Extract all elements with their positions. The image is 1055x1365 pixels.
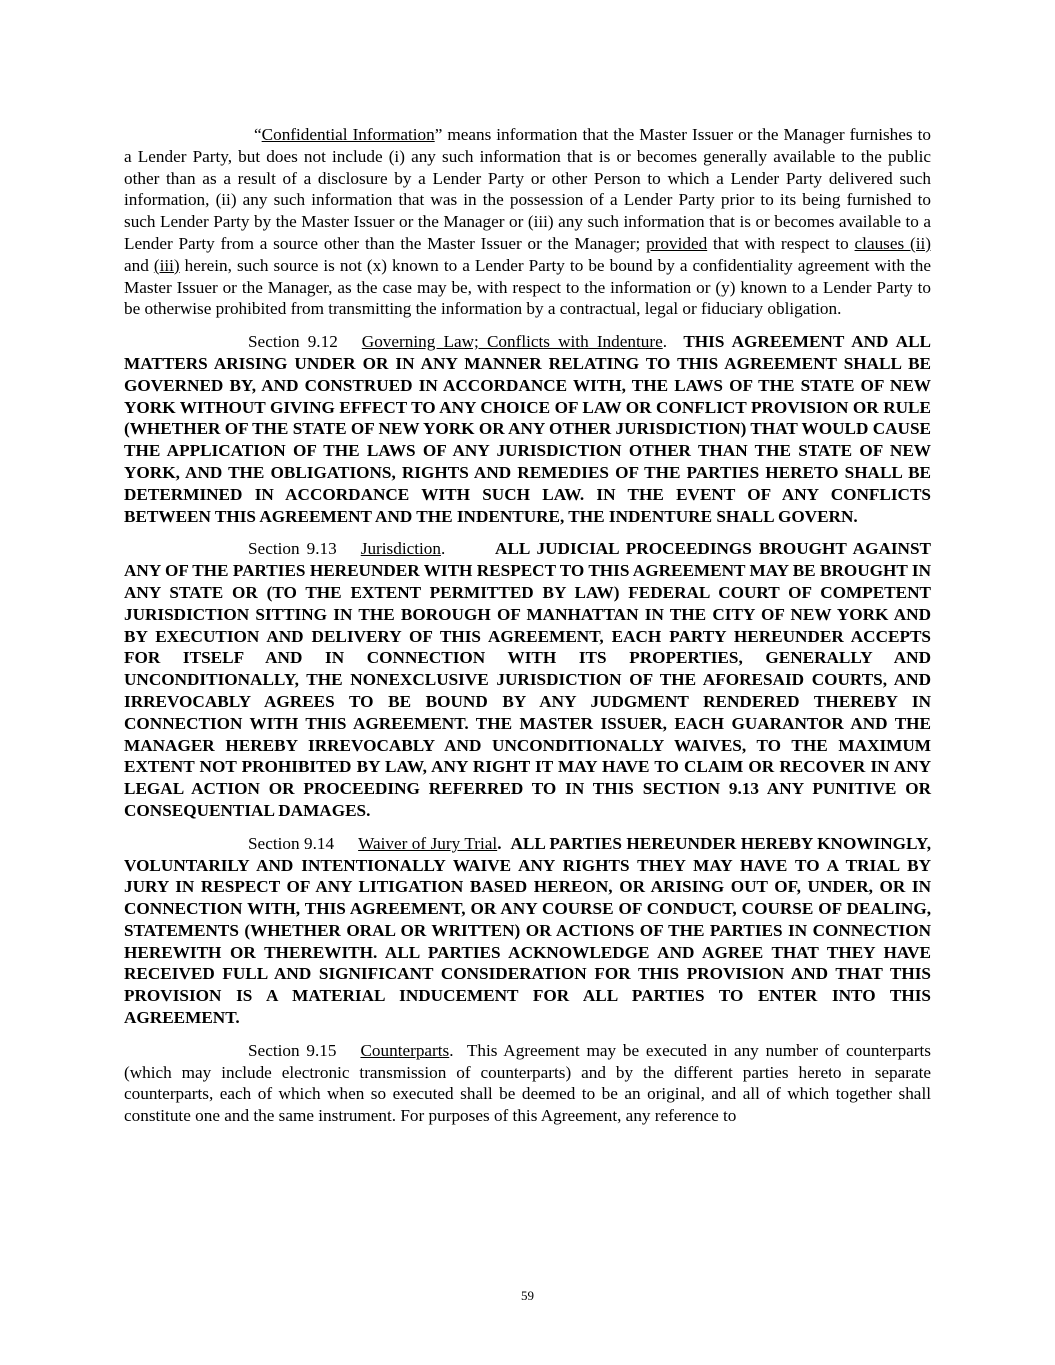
section-title: Waiver of Jury Trial xyxy=(358,833,498,853)
definition-text-d: herein, such source is not (x) known to a Lender Party to be bound by a confidentiality agreement with the Master Issuer or the Manager, as the case may be, with respect to the information or (y) known to a Lender Party to be otherwise prohibited from transmitting the information by a contractual, legal or fiduciary obligation. xyxy=(124,255,931,319)
clause-ii-reference: clauses (ii) xyxy=(854,233,931,253)
definition-text-a: ” means information that the Master Issuer or the Manager furnishes to a Lender Party, but does not include (i) any such information that is or becomes generally available to the public other than as a result of a disclosure by a Lender Party or other Person to which a Lender Party delivered such information, (ii) any such information that was in the possession of a Lender Party prior to its being furnished to such Lender Party by the Master Issuer or the Manager or (iii) any such information that is or becomes available to a Lender Party from a source other than the Master Issuer or the Manager; xyxy=(124,125,931,253)
defined-term: Confidential Information xyxy=(261,125,435,144)
section-9-14 xyxy=(124,833,931,1029)
section-title-punct: . xyxy=(662,332,667,352)
clause-iii-reference: (iii) xyxy=(153,255,180,275)
section-number: Section 9.13 xyxy=(248,539,337,559)
section-9-15 xyxy=(124,1040,931,1127)
section-9-12 xyxy=(124,331,931,527)
definition-text-c: and xyxy=(124,255,154,275)
section-number: Section 9.14 xyxy=(248,833,335,853)
section-number: Section 9.12 xyxy=(248,332,338,352)
section-title: Jurisdiction xyxy=(360,539,441,559)
section-title-punct: . xyxy=(440,539,446,559)
section-title: Counterparts xyxy=(360,1040,450,1060)
section-title: Governing Law; Conflicts with Indenture xyxy=(361,332,663,352)
confidential-information-definition xyxy=(124,124,931,320)
section-title-punct: . xyxy=(449,1040,454,1060)
definition-text-b: that with respect to xyxy=(707,233,855,253)
section-body: ALL JUDICIAL PROCEEDINGS BROUGHT AGAINST ANY OF THE PARTIES HEREUNDER WITH RESPECT TO THIS AGREEMENT MAY BE BROUGHT IN ANY STATE OR (TO THE EXTENT PERMITTED BY LAW) FEDERAL COURT OF COMPETENT JURISDICTION SITTING IN THE BOROUGH OF MANHATTAN IN THE CITY OF NEW YORK AND BY EXECUTION AND DELIVERY OF THIS AGREEMENT, EACH PARTY HEREUNDER ACCEPTS FOR ITSELF AND IN CONNECTION WITH ITS PROPERTIES, GENERALLY AND UNCONDITIONALLY, THE NONEXCLUSIVE JURISDICTION OF THE AFORESAID COURTS, AND IRREVOCABLY AGREES TO BE BOUND BY ANY JUDGMENT RENDERED THEREBY IN CONNECTION WITH THIS AGREEMENT. THE MASTER ISSUER, EACH GUARANTOR AND THE MANAGER HEREBY IRREVOCABLY AND UNCONDITIONALLY WAIVES, TO THE MAXIMUM EXTENT NOT PROHIBITED BY LAW, ANY RIGHT IT MAY HAVE TO CLAIM OR RECOVER IN ANY LEGAL ACTION OR PROCEEDING REFERRED TO IN THIS SECTION 9.13 ANY PUNITIVE OR CONSEQUENTIAL DAMAGES. xyxy=(124,539,931,820)
section-title-punct: . xyxy=(497,833,502,853)
section-body: ALL PARTIES HEREUNDER HEREBY KNOWINGLY, VOLUNTARILY AND INTENTIONALLY WAIVE ANY RIGHTS THEY MAY HAVE TO A TRIAL BY JURY IN RESPECT OF ANY LITIGATION BASED HEREON, OR ARISING OUT OF, UNDER, OR IN CONNECTION WITH, THIS AGREEMENT, OR ANY COURSE OF CONDUCT, COURSE OF DEALING, STATEMENTS (WHETHER ORAL OR WRITTEN) OR ACTIONS OF THE PARTIES IN CONNECTION HEREWITH OR THEREWITH. ALL PARTIES ACKNOWLEDGE AND AGREE THAT THEY HAVE RECEIVED FULL AND SIGNIFICANT CONSIDERATION FOR THIS PROVISION AND THAT THIS PROVISION IS A MATERIAL INDUCEMENT FOR ALL PARTIES TO ENTER INTO THIS AGREEMENT. xyxy=(124,833,931,1028)
section-number: Section 9.15 xyxy=(248,1040,337,1060)
open-quote: “ xyxy=(254,125,262,144)
document-page xyxy=(124,124,931,1138)
page-number: 59 xyxy=(521,1288,534,1303)
section-body: This Agreement may be executed in any number of counterparts (which may include electronic transmission of counterparts) and by the different parties hereto in separate counterparts, each of which when so executed shall be deemed to be an original, and all of which together shall constitute one and the same instrument. For purposes of this Agreement, any reference to xyxy=(124,1040,931,1126)
section-9-13 xyxy=(124,538,931,821)
provided-term: provided xyxy=(646,233,708,253)
section-body: THIS AGREEMENT AND ALL MATTERS ARISING UNDER OR IN ANY MANNER RELATING TO THIS AGREEMENT SHALL BE GOVERNED BY, AND CONSTRUED IN ACCORDANCE WITH, THE LAWS OF THE STATE OF NEW YORK WITHOUT GIVING EFFECT TO ANY CHOICE OF LAW OR CONFLICT PROVISION OR RULE (WHETHER OF THE STATE OF NEW YORK OR ANY OTHER JURISDICTION) THAT WOULD CAUSE THE APPLICATION OF THE LAWS OF ANY JURISDICTION OTHER THAN THE STATE OF NEW YORK, AND THE OBLIGATIONS, RIGHTS AND REMEDIES OF THE PARTIES HERETO SHALL BE DETERMINED IN ACCORDANCE WITH SUCH LAW. IN THE EVENT OF ANY CONFLICTS BETWEEN THIS AGREEMENT AND THE INDENTURE, THE INDENTURE SHALL GOVERN. xyxy=(124,332,931,526)
